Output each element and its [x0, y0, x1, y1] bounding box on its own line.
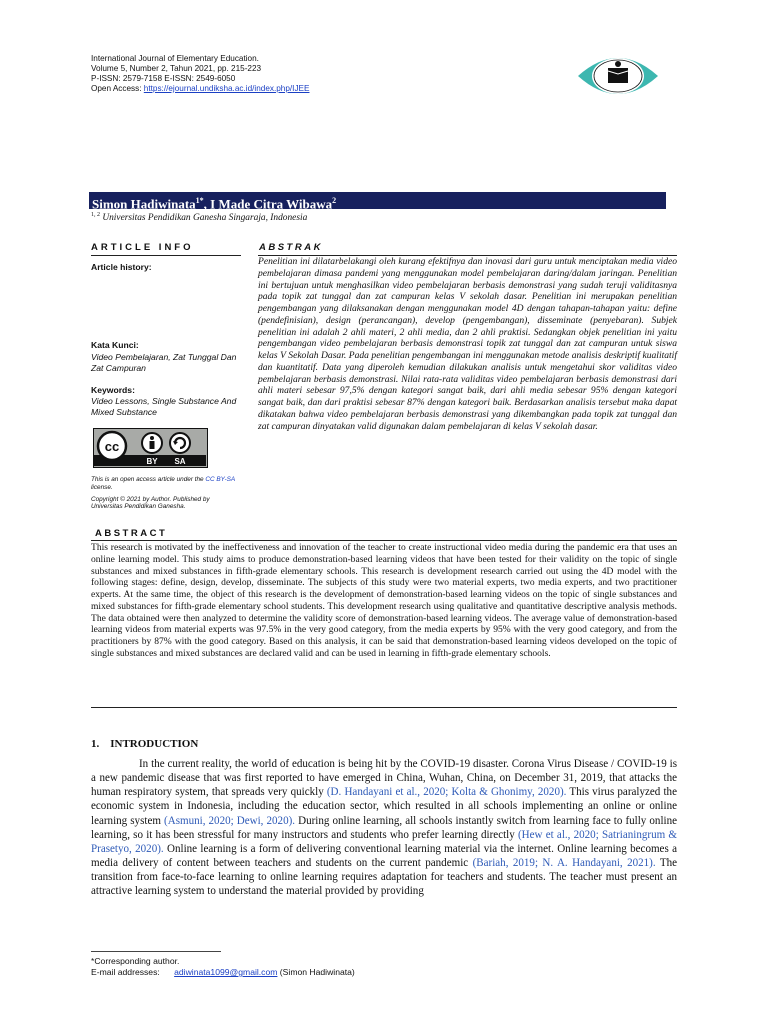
open-access-label: Open Access:	[91, 84, 144, 93]
abstract-top-divider	[91, 540, 677, 541]
license-line	[91, 476, 241, 492]
author-2-mark: 2	[332, 196, 337, 205]
email-owner: (Simon Hadiwinata)	[277, 967, 355, 977]
introduction-heading: 1. INTRODUCTION	[91, 738, 199, 750]
abstrak-heading: ABSTRAK	[259, 242, 323, 253]
keywords-values: Video Lessons, Single Substance And Mixed Substance	[91, 396, 237, 418]
abstrak-body: Penelitian ini dilatarbelakangi oleh kurang efektifnya dan inovasi dari guru untuk menciptakan media video pembelajaran dimasa pandemi yang menggunakan model pembelajaran daring/dalam jaringan. Penelitian ini bertujuan untuk menghasilkan video pembelajaran berbasis demonstrasi yang sudah teruji validitasnya pada topik zat tunggal dan zat campuran kelas V sekolah dasar. Penelitian ini merupakan penelitian pengembangan yang dilaksanakan dengan menggunakan model 4D dengan tahapan-tahapan yaitu: define (pendefinisian), design (perancangan), develop (pengembangan), disseminate (penyebaran). Subjek penelitian ini adalah 2 ahli materi, 2 ahli media, dan 2 ahli praktisi. Sedangkan objek penelitian ini yaitu pengembangan video pembelajaran berbasis demonstrasi topik zat tunggal dan zat campuran untuk siswa kelas V Sekolah Dasar. Pada penelitian pengembangan ini menggunakan metode analisis deskriptif kualitatif dan kuantitatif. Data yang diperoleh kemudian dilakukan analisis untuk mengetahui skor validitas video pembelajaran berbasis demonstrasi. Nilai rata-rata validitas video pembelajaran berbasis demonstrasi dari ahli materi sebesar 97,5% dengan kategori sangat baik, dari ahli media sebesar 95% dengan kategori sangat baik, dan dari praktisi sebesar 87% dengan kategori baik. Berdasarkan analisis tersebut maka dapat dikatakan bahwa video pembelajaran berbasis demonstrasi yang dikembangkan pada topik zat tunggal dan zat campuran dinyatakan valid digunakan dalam pembelajaran di kelas V sekolah dasar.	[258, 256, 677, 432]
author-1-mark: 1*	[195, 196, 204, 205]
kata-kunci-values: Video Pembelajaran, Zat Tunggal Dan Zat Campuran	[91, 351, 237, 374]
author-bar	[89, 192, 666, 212]
article-info-column	[91, 262, 241, 419]
abstract-heading: ABSTRACT	[95, 528, 168, 539]
article-info-heading: ARTICLE INFO	[91, 242, 194, 253]
cc-license-icon	[94, 429, 206, 466]
citation-link[interactable]: (Bariah, 2019; N. A. Handayani, 2021).	[472, 857, 656, 870]
cc-icon-text: cc	[104, 439, 120, 454]
article-history-label: Article history:	[91, 262, 152, 272]
introduction-body	[91, 757, 677, 899]
author-1: Simon Hadiwinata	[92, 196, 196, 212]
corresponding-author-note: *Corresponding author.	[91, 956, 180, 966]
journal-volume: Volume 5, Number 2, Tahun 2021, pp. 215-223	[91, 64, 262, 73]
license-note	[91, 476, 241, 511]
cc-sa-label: SA	[174, 457, 186, 466]
citation-link[interactable]: (Hew et al., 2020; Satrianingrum & Prasetyo, 2020).	[91, 828, 677, 855]
journal-header	[91, 54, 511, 94]
cc-by-sa-link[interactable]: CC BY-SA	[205, 476, 235, 483]
abstract-body: This research is motivated by the ineffectiveness and innovation of the teacher to create instructional video media during the pandemic era that uses an online learning model. This study aims to produce demonstration-based learning videos that have been tested for their validity on the topic of single substances and mixed substances in fifth-grade elementary schools. This research is development research carried out using the 4D model with the following stages: define, design, develop, disseminate. The subjects of this study were two material experts, two media experts, and two practitioner experts. At the same time, the object of this research is the development of demonstration-based learning videos on the topic of single substances and mixed substances for fifth-grade elementary school students. This development research using qualitative and quantitative descriptive analysis methods. The data obtained were then analyzed to determine the validity score of demonstration-based learning videos. The average value of demonstration-based learning videos from material experts was 97.5% in the very good category, from the media experts by 95% with the very good category, and from the practitioners by 87% with the good category. Based on this analysis, it can be said that demonstration-based learning videos developed on the topic of single substances and mixed substances are declared valid and can be used in learning in fifth-grade elementary schools.	[91, 542, 677, 659]
intro-text-5: The transition from face-to-face learning to online learning requires adaptation for teachers and students. The teacher must present an attractive learning system to understand the material provided by providing	[91, 857, 677, 898]
affiliation-text: Universitas Pendidikan Ganesha Singaraja, Indonesia	[100, 213, 308, 224]
citation-link[interactable]: (Asmuni, 2020; Dewi, 2020).	[164, 814, 296, 827]
abstract-bottom-divider	[91, 707, 677, 708]
journal-issn: P-ISSN: 2579-7158 E-ISSN: 2549-6050	[91, 74, 236, 83]
license-text-1: This is an open access article under the	[91, 476, 206, 483]
author-2: I Made Citra Wibawa	[210, 196, 333, 212]
kata-kunci-label: Kata Kunci:	[91, 340, 139, 351]
journal-url-link[interactable]: https://ejournal.undiksha.ac.id/index.php/IJEE	[143, 84, 310, 93]
email-line	[91, 967, 355, 978]
footnote	[91, 956, 355, 978]
intro-text-1: In the current reality, the world of education is being hit by the COVID-19 disaster. Corona Virus Disease / COVID-19 is a new pandemic disease that was first reported to have emerged in China, Wuhan, China, on December 31, 2019, that attacks the human respiratory system, that spreads very quickly	[91, 758, 677, 799]
author-email-link[interactable]: adiwinata1099@gmail.com	[174, 967, 278, 977]
license-text-2: license.	[91, 483, 113, 491]
journal-logo-icon	[572, 46, 664, 106]
affiliation	[91, 212, 307, 223]
intro-text-4: Online learning is a form of delivering conventional learning material via the internet. Online learning becomes a media delivery of content between teachers and students on the current pandemic	[91, 842, 677, 870]
email-label: E-mail addresses:	[91, 967, 160, 977]
affiliation-marks: 1, 2	[91, 212, 100, 218]
footnote-divider	[91, 951, 221, 952]
cc-by-label: BY	[146, 457, 158, 466]
keywords-label: Keywords:	[91, 384, 135, 395]
intro-text-2: This virus paralyzed the economic system in Indonesia, including the education sector, which resulted in all schools implementing an online or online learning system	[91, 786, 677, 827]
journal-name: International Journal of Elementary Education.	[91, 54, 259, 63]
open-access-line	[91, 84, 511, 94]
copyright-text: Copyright © 2021 by Author. Published by Universitas Pendidikan Ganesha.	[91, 495, 210, 511]
citation-link[interactable]: (D. Handayani et al., 2020; Kolta & Ghonimy, 2020).	[326, 786, 567, 799]
intro-text-3: During online learning, all schools instantly switch from learning face to fully online learning, so it has been stressful for many instructors and students who prefer learning directly	[91, 814, 678, 841]
cc-by-sa-badge	[93, 428, 208, 468]
article-info-divider	[91, 255, 241, 256]
author-separator: ,	[203, 196, 211, 212]
